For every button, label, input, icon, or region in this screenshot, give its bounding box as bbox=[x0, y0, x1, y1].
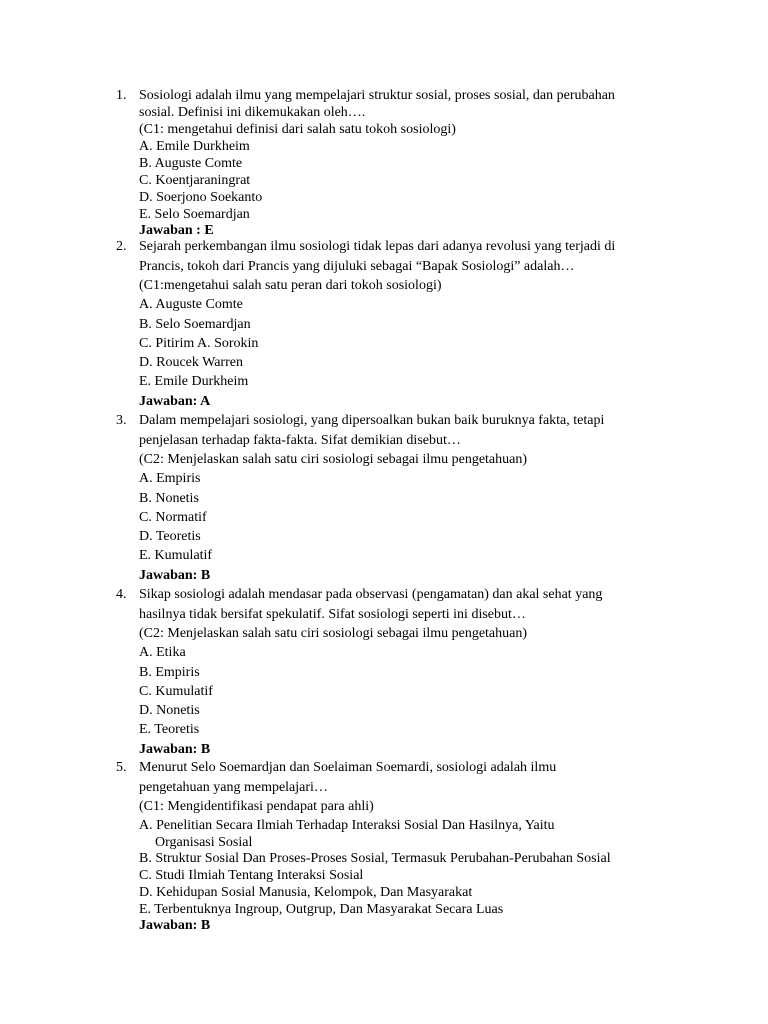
option-e: E. Emile Durkheim bbox=[139, 374, 249, 389]
option-b: B. Auguste Comte bbox=[139, 156, 243, 171]
answer-key: Jawaban : E bbox=[139, 223, 214, 238]
option-d: D. Teoretis bbox=[139, 529, 201, 544]
option-c: C. Studi Ilmiah Tentang Interaksi Sosial bbox=[139, 868, 364, 883]
option-a: A. Auguste Comte bbox=[139, 297, 243, 312]
option-b: B. Empiris bbox=[139, 665, 200, 680]
option-d: D. Nonetis bbox=[139, 703, 200, 718]
question-stem: Sikap sosiologi adalah mendasar pada observasi (pengamatan) dan akal sehat yang bbox=[139, 587, 603, 602]
question-stem: pengetahuan yang mempelajari… bbox=[139, 780, 328, 795]
option-a: A. Empiris bbox=[139, 471, 201, 486]
option-b: B. Nonetis bbox=[139, 491, 199, 506]
option-e: E. Selo Soemardjan bbox=[139, 207, 250, 222]
option-e: E. Kumulatif bbox=[139, 548, 213, 563]
question-indicator: (C1: Mengidentifikasi pendapat para ahli) bbox=[139, 799, 374, 814]
answer-key: Jawaban: B bbox=[139, 742, 211, 757]
question-indicator: (C2: Menjelaskan salah satu ciri sosiologi sebagai ilmu pengetahuan) bbox=[139, 452, 528, 467]
option-a: A. Penelitian Secara Ilmiah Terhadap Interaksi Sosial Dan Hasilnya, Yaitu bbox=[139, 818, 555, 833]
option-c: C. Pitirim A. Sorokin bbox=[139, 336, 259, 351]
question-indicator: (C1: mengetahui definisi dari salah satu tokoh sosiologi) bbox=[139, 122, 456, 137]
option-a: A. Emile Durkheim bbox=[139, 139, 250, 154]
question-indicator: (C1:mengetahui salah satu peran dari tokoh sosiologi) bbox=[139, 278, 442, 293]
question-stem: hasilnya tidak bersifat spekulatif. Sifat sosiologi seperti ini disebut… bbox=[139, 607, 526, 622]
question-number: 3. bbox=[116, 413, 127, 428]
option-b: B. Selo Soemardjan bbox=[139, 317, 251, 332]
option-c: C. Kumulatif bbox=[139, 684, 213, 699]
question-number: 4. bbox=[116, 587, 127, 602]
option-e: E. Terbentuknya Ingroup, Outgrup, Dan Masyarakat Secara Luas bbox=[139, 902, 504, 917]
question-stem: Menurut Selo Soemardjan dan Soelaiman Soemardi, sosiologi adalah ilmu bbox=[139, 760, 557, 775]
option-b: B. Struktur Sosial Dan Proses-Proses Sosial, Termasuk Perubahan-Perubahan Sosial bbox=[139, 851, 611, 866]
question-number: 2. bbox=[116, 239, 127, 254]
question-number: 5. bbox=[116, 760, 127, 775]
question-indicator: (C2: Menjelaskan salah satu ciri sosiologi sebagai ilmu pengetahuan) bbox=[139, 626, 528, 641]
answer-key: Jawaban: B bbox=[139, 568, 211, 583]
question-stem: Sejarah perkembangan ilmu sosiologi tidak lepas dari adanya revolusi yang terjadi di bbox=[139, 239, 616, 254]
option-a: A. Etika bbox=[139, 645, 186, 660]
option-d: D. Kehidupan Sosial Manusia, Kelompok, Dan Masyarakat bbox=[139, 885, 473, 900]
option-c: C. Normatif bbox=[139, 510, 207, 525]
answer-key: Jawaban: A bbox=[139, 394, 211, 409]
option-d: D. Soerjono Soekanto bbox=[139, 190, 263, 205]
question-stem: sosial. Definisi ini dikemukakan oleh…. bbox=[139, 105, 366, 120]
question-stem: penjelasan terhadap fakta-fakta. Sifat demikian disebut… bbox=[139, 433, 461, 448]
question-stem: Dalam mempelajari sosiologi, yang dipersoalkan bukan baik buruknya fakta, tetapi bbox=[139, 413, 605, 428]
question-stem: Prancis, tokoh dari Prancis yang dijuluki sebagai “Bapak Sosiologi” adalah… bbox=[139, 259, 575, 274]
question-number: 1. bbox=[116, 88, 127, 103]
answer-key: Jawaban: B bbox=[139, 918, 211, 933]
option-c: C. Koentjaraningrat bbox=[139, 173, 251, 188]
option-e: E. Teoretis bbox=[139, 722, 200, 737]
question-stem: Sosiologi adalah ilmu yang mempelajari struktur sosial, proses sosial, dan perubahan bbox=[139, 88, 615, 103]
option-d: D. Roucek Warren bbox=[139, 355, 243, 370]
option-a-continuation: Organisasi Sosial bbox=[155, 835, 253, 850]
